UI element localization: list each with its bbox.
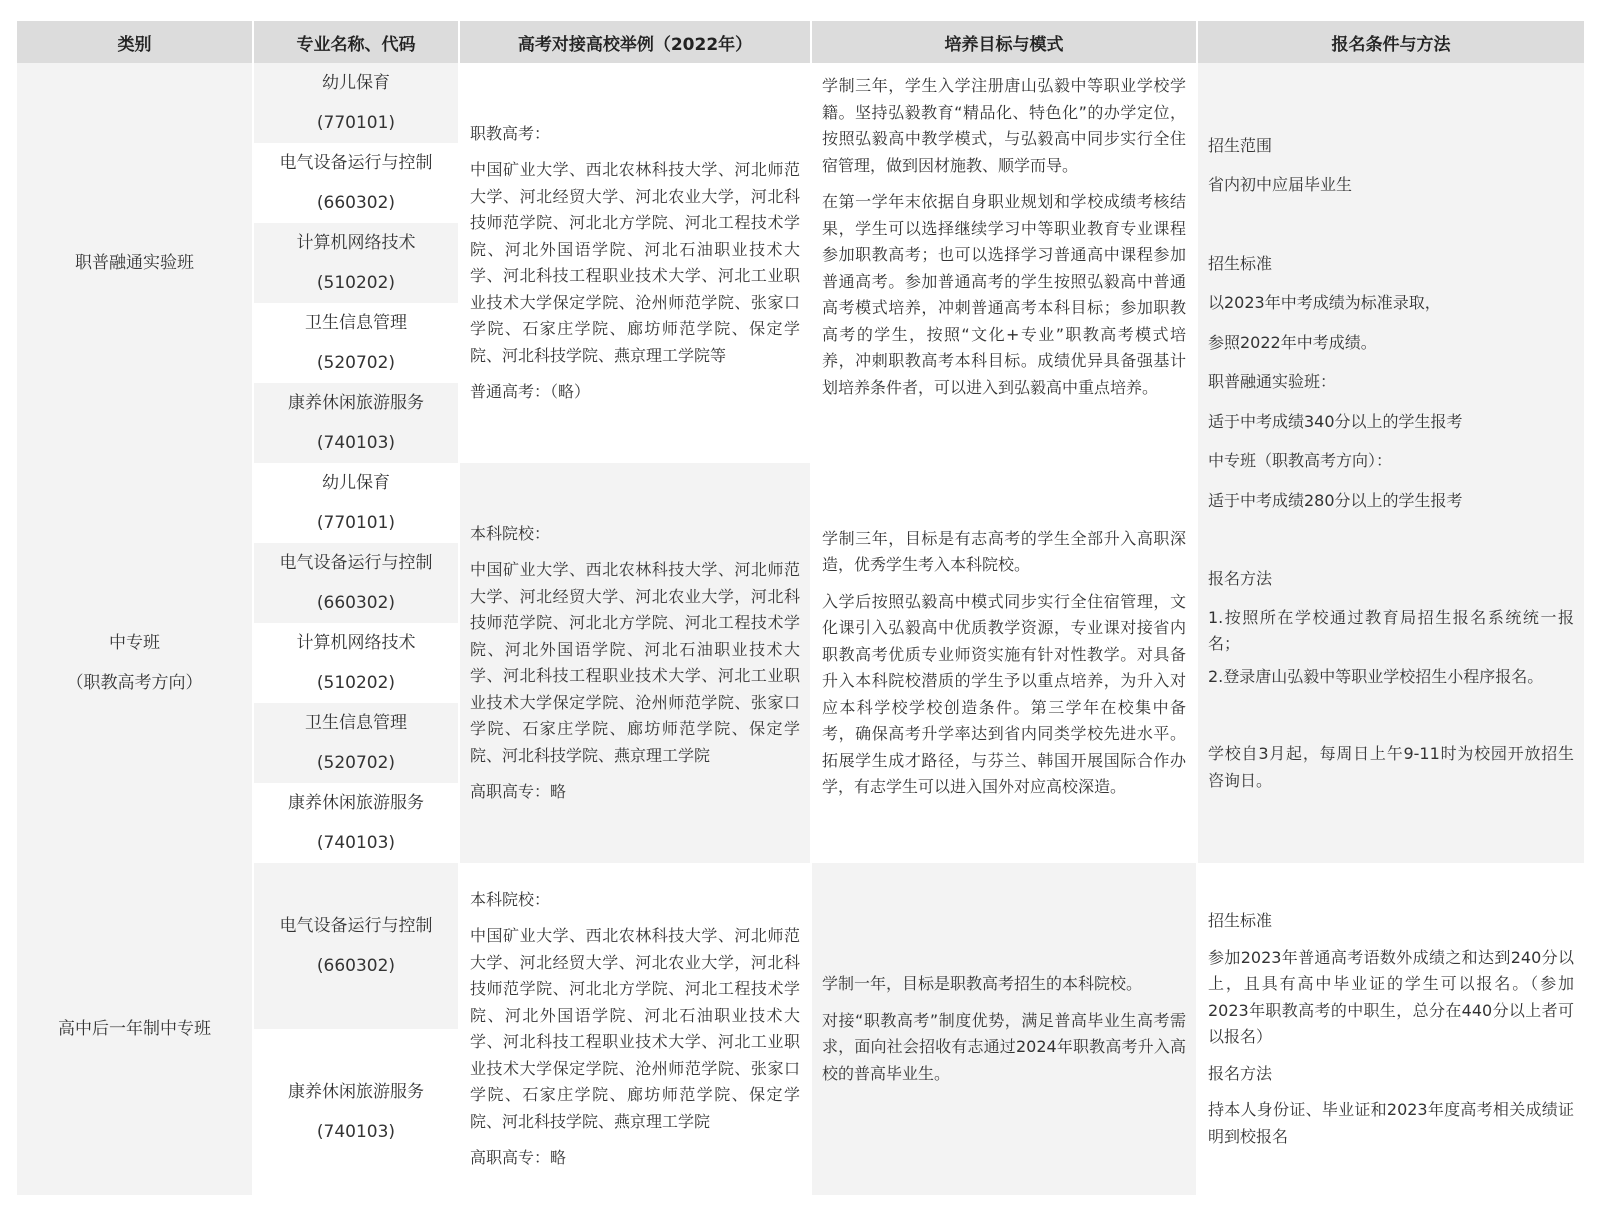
schools-list: 中国矿业大学、西北农林科技大学、河北师范大学、河北经贸大学、河北农业大学，河北科技师范学院、河北北方学院、河北工程技术学院、河北外国语学院、河北石油职业技术大学、河北科技工程职业技术大学、河北工业职业技术大学保定学院、沧州师范学院、张家口学院、石家庄学院、廊坊师范学院、保定学院、河北科技学院、燕京理工学院 (470, 926, 800, 1131)
category-label: 高中后一年制中专班 (58, 1019, 211, 1039)
schools-cell (459, 63, 811, 463)
standard-text: 以2023年中考成绩为标准录取， (1208, 293, 1441, 313)
header-category: 类别 (17, 21, 253, 63)
table-row (17, 63, 1585, 143)
major-code: (510202) (316, 273, 396, 293)
schools-cell (459, 463, 811, 863)
category-sublabel: （职教高考方向） (66, 673, 203, 693)
major-cell (253, 383, 459, 463)
standard-title: 招生标准 (1208, 253, 1273, 273)
method-item: 1.按照所在学校通过教育局招生报名系统统一报名； (1208, 607, 1574, 654)
major-cell (253, 623, 459, 703)
goals-cell (811, 63, 1197, 463)
range-text: 省内初中应届毕业生 (1208, 175, 1353, 195)
goals-text: 学制一年，目标是职教高考招生的本科院校。 (822, 974, 1143, 993)
mid-class-text: 适于中考成绩280分以上的学生报考 (1208, 490, 1463, 510)
major-name: 计算机网络技术 (296, 633, 416, 653)
header-goals: 培养目标与模式 (811, 21, 1197, 63)
major-cell (253, 463, 459, 543)
major-name: 卫生信息管理 (305, 313, 407, 333)
major-code: (740103) (316, 833, 396, 853)
schools-label: 职教高考： (470, 123, 551, 143)
major-cell (253, 303, 459, 383)
major-name: 幼儿保育 (322, 73, 390, 93)
goals-text: 对接“职教高考”制度优势，满足普高毕业生高考需求，面向社会招收有志通过2024年职教高考升入高校的普高毕业生。 (822, 1010, 1186, 1083)
goals-text: 在第一学年末依据自身职业规划和学校成绩考核结果，学生可以选择继续学习中等职业教育专业课程参加职教高考；也可以选择学习普通高中课程参加普通高考。参加普通高考的学生按照弘毅高中普通高考模式培养，冲刺普通高考本科目标；参加职教高考的学生，按照“文化+专业”职教高考模式培养，冲刺职教高考本科目标。成绩优异具备强基计划培养条件者，可以进入到弘毅高中重点培养。 (822, 192, 1186, 397)
goals-cell (811, 863, 1197, 1195)
goals-cell (811, 463, 1197, 863)
major-code: (770101) (316, 513, 396, 533)
major-code: (660302) (316, 956, 396, 976)
goals-text: 入学后按照弘毅高中模式同步实行全住宿管理，文化课引入弘毅高中优质教学资源，专业课对接省内职教高考优质专业师资实施有针对性教学。对具备升入本科院校潜质的学生予以重点培养，为升入对应本科学校学校创造条件。第三学年在校集中备考，确保高考升学率达到省内同类学校先进水平。拓展学生成才路径，与芬兰、韩国开展国际合作办学，有志学生可以进入国外对应高校深造。 (822, 591, 1186, 796)
major-name: 电气设备运行与控制 (279, 916, 433, 936)
major-code: (770101) (316, 113, 396, 133)
category-cell (17, 63, 253, 463)
method-item: 2.登录唐山弘毅中等职业学校招生小程序报名。 (1208, 666, 1544, 686)
schools-list: 中国矿业大学、西北农林科技大学、河北师范大学、河北经贸大学、河北农业大学，河北科技师范学院、河北北方学院、河北工程技术学院、河北外国语学院、河北石油职业技术大学、河北科技工程职业技术大学、河北工业职业技术大学保定学院、沧州师范学院、张家口学院、石家庄学院、廊坊师范学院、保定学院、河北科技学院、燕京理工学院等 (470, 160, 800, 365)
schools-extra: 普通高考：（略） (470, 382, 591, 401)
major-name: 计算机网络技术 (296, 233, 416, 253)
major-name: 康养休闲旅游服务 (288, 1082, 424, 1102)
major-cell (253, 223, 459, 303)
standard-text: 参加2023年普通高考语数外成绩之和达到240分以上，且具有高中毕业证的学生可以报名。（参加2023年职教高考的中职生，总分在440分以上者可以报名） (1208, 947, 1574, 1046)
major-name: 电气设备运行与控制 (279, 153, 433, 173)
goals-text: 学制三年，目标是有志高考的学生全部升入高职深造，优秀学生考入本科院校。 (822, 528, 1186, 574)
admission-table-container (17, 21, 1585, 1195)
major-name: 康养休闲旅游服务 (288, 793, 424, 813)
method-title: 报名方法 (1208, 569, 1273, 589)
mid-class-title: 中专班（职教高考方向）： (1208, 451, 1393, 471)
category-label: 职普融通实验班 (75, 253, 194, 273)
category-label: 中专班 (109, 633, 160, 653)
schools-label: 本科院校： (470, 523, 551, 543)
schools-cell (459, 863, 811, 1195)
schools-label: 本科院校： (470, 889, 551, 909)
major-code: (520702) (316, 753, 396, 773)
major-cell (253, 63, 459, 143)
method-title: 报名方法 (1208, 1063, 1273, 1083)
header-schools: 高考对接高校举例（2022年） (459, 21, 811, 63)
major-name: 康养休闲旅游服务 (288, 393, 424, 413)
major-code: (510202) (316, 673, 396, 693)
goals-text: 学制三年，学生入学注册唐山弘毅中等职业学校学籍。坚持弘毅教育“精品化、特色化”的办学定位，按照弘毅高中教学模式，与弘毅高中同步实行全住宿管理，做到因材施教、顺学而导。 (822, 76, 1186, 175)
schools-extra: 高职高专：略 (470, 782, 567, 801)
header-major: 专业名称、代码 (253, 21, 459, 63)
major-name: 幼儿保育 (322, 473, 390, 493)
conditions-cell (1197, 63, 1585, 863)
conditions-cell (1197, 863, 1585, 1195)
major-cell (253, 863, 459, 1029)
major-cell (253, 1029, 459, 1195)
header-conditions: 报名条件与方法 (1197, 21, 1585, 63)
schools-list: 中国矿业大学、西北农林科技大学、河北师范大学、河北经贸大学、河北农业大学，河北科技师范学院、河北北方学院、河北工程技术学院、河北外国语学院、河北石油职业技术大学、河北科技工程职业技术大学、河北工业职业技术大学保定学院、沧州师范学院、张家口学院、石家庄学院、廊坊师范学院、保定学院、河北科技学院、燕京理工学院 (470, 560, 800, 765)
major-cell (253, 143, 459, 223)
open-day-text: 学校自3月起，每周日上午9-11时为校园开放招生咨询日。 (1208, 744, 1574, 790)
category-cell (17, 463, 253, 863)
major-name: 电气设备运行与控制 (279, 553, 433, 573)
exp-class-title: 职普融通实验班： (1208, 372, 1337, 392)
major-code: (660302) (316, 193, 396, 213)
category-cell (17, 863, 253, 1195)
major-cell (253, 783, 459, 863)
admission-table (17, 21, 1586, 1195)
major-cell (253, 543, 459, 623)
standard-text: 参照2022年中考成绩。 (1208, 332, 1377, 352)
range-title: 招生范围 (1208, 135, 1273, 155)
major-code: (740103) (316, 1122, 396, 1142)
standard-title: 招生标准 (1208, 911, 1273, 930)
method-text: 持本人身份证、毕业证和2023年度高考相关成绩证明到校报名 (1208, 1100, 1574, 1146)
major-code: (740103) (316, 433, 396, 453)
schools-extra: 高职高专：略 (470, 1148, 567, 1167)
major-cell (253, 703, 459, 783)
major-name: 卫生信息管理 (305, 713, 407, 733)
table-header-row (17, 21, 1585, 63)
major-code: (520702) (316, 353, 396, 373)
table-row (17, 863, 1585, 1029)
major-code: (660302) (316, 593, 396, 613)
exp-class-text: 适于中考成绩340分以上的学生报考 (1208, 411, 1463, 431)
